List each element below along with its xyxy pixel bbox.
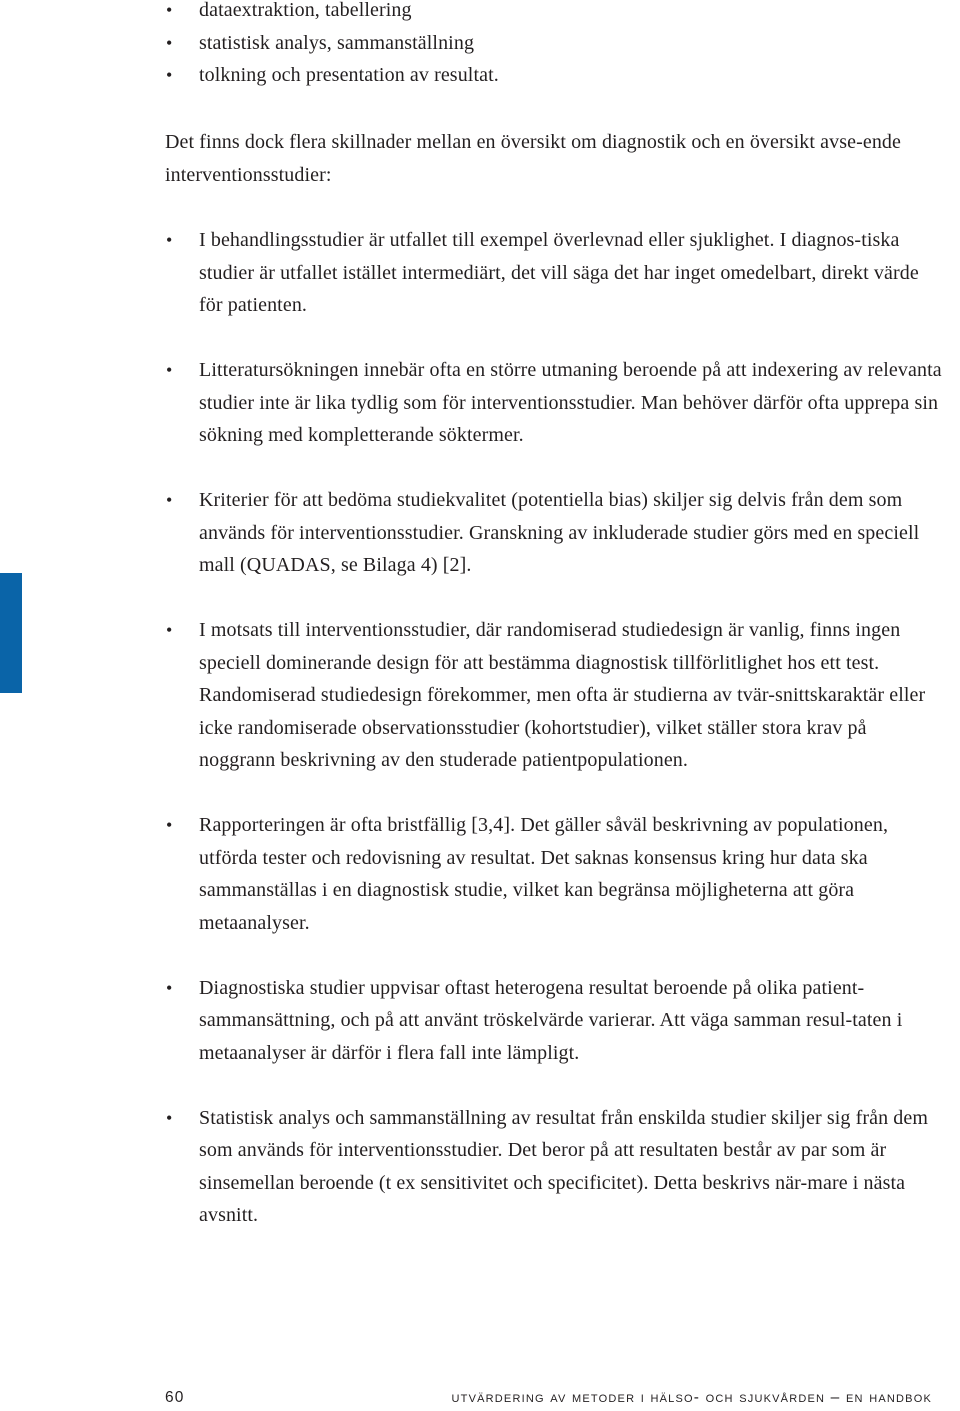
list-item-text: Litteratursökningen innebär ofta en större utmaning beroende på att indexering av relevanta studier inte är lika tydlig som för interventionsstudier. Man behöver därför ofta upprepa sin sökning med kompletterande söktermer. — [199, 358, 942, 447]
list-item — [165, 0, 947, 27]
bullet-icon: • — [166, 815, 173, 836]
differences-bullet-list — [165, 224, 947, 1232]
list-item-text: I behandlingsstudier är utfallet till exempel överlevnad eller sjuklighet. I diagnos-tiska studier är utfallet istället intermediärt, det vill säga det har inget omedelbart, direkt värde för patienten. — [199, 229, 919, 317]
list-item — [165, 972, 947, 1070]
list-item-text: Diagnostiska studier uppvisar oftast heterogena resultat beroende på olika patient-sammansättning, och på att använt tröskelvärde varierar. Att väga samman resul-taten i metaanalyser är därför i flera fall inte lämpligt. — [199, 976, 903, 1064]
list-item — [165, 59, 947, 92]
list-item-text: Rapporteringen är ofta bristfällig [3,4]. Det gäller såväl beskrivning av populationen, utförda tester och redovisning av resultat. Det saknas konsensus kring hur data ska sammanställas i en diagnostisk studie, vilket kan begränsa möjligheterna att göra metaanalyser. — [199, 814, 889, 934]
bullet-icon: • — [166, 0, 173, 20]
list-item-text: statistisk analys, sammanställning — [199, 31, 475, 54]
bullet-icon: • — [166, 32, 173, 53]
page-number: 60 — [165, 1389, 185, 1406]
list-item — [165, 1102, 947, 1232]
list-item — [165, 484, 947, 582]
list-item — [165, 809, 947, 939]
intro-paragraph: Det finns dock flera skillnader mellan en översikt om diagnostik och en översikt avse-ende interventionsstudier: — [165, 131, 902, 186]
bullet-icon: • — [166, 230, 173, 250]
bullet-icon: • — [166, 977, 173, 998]
bullet-icon: • — [166, 359, 173, 380]
list-item — [165, 614, 947, 777]
chapter-side-tab — [0, 573, 22, 693]
list-item — [165, 224, 947, 322]
list-item-text: Statistisk analys och sammanställning av resultat från enskilda studier skiljer sig från dem som används för interventionsstudier. Det beror på att resultaten består av par som är sinsemellan beroende (t ex sensitivitet och specificitet). Detta beskrivs när-mare i nästa avsnitt. — [199, 1106, 929, 1227]
list-item — [165, 354, 947, 452]
bullet-icon: • — [166, 65, 173, 86]
list-item-text: Kriterier för att bedöma studiekvalitet (potentiella bias) skiljer sig delvis från dem som används för interventionsstudier. Granskning av inkluderade studier görs med en speciell mall (QUADAS, se Bilaga 4) [2]. — [199, 488, 920, 577]
top-bullet-list — [165, 0, 947, 92]
bullet-icon: • — [166, 489, 173, 510]
list-item-text: dataextraktion, tabellering — [199, 0, 412, 21]
bullet-icon: • — [166, 619, 173, 640]
list-item — [165, 27, 947, 60]
bullet-icon: • — [166, 1107, 173, 1128]
list-item-text: tolkning och presentation av resultat. — [199, 64, 499, 87]
list-item-text: I motsats till interventionsstudier, där randomiserad studiedesign är vanlig, finns ingen speciell dominerande design för att bestämma diagnostisk tillförlitlighet hos ett test. Randomiserad studiedesign förekommer, men ofta är studierna av tvär-snittskaraktär eller icke randomiserade observationsstudier (kohortstudier), vilket ställer stora krav på noggrann beskrivning av den studerade patientpopulationen. — [199, 618, 926, 772]
running-title: utvärdering av metoder i hälso- och sjukvården – en handbok — [451, 1389, 932, 1406]
